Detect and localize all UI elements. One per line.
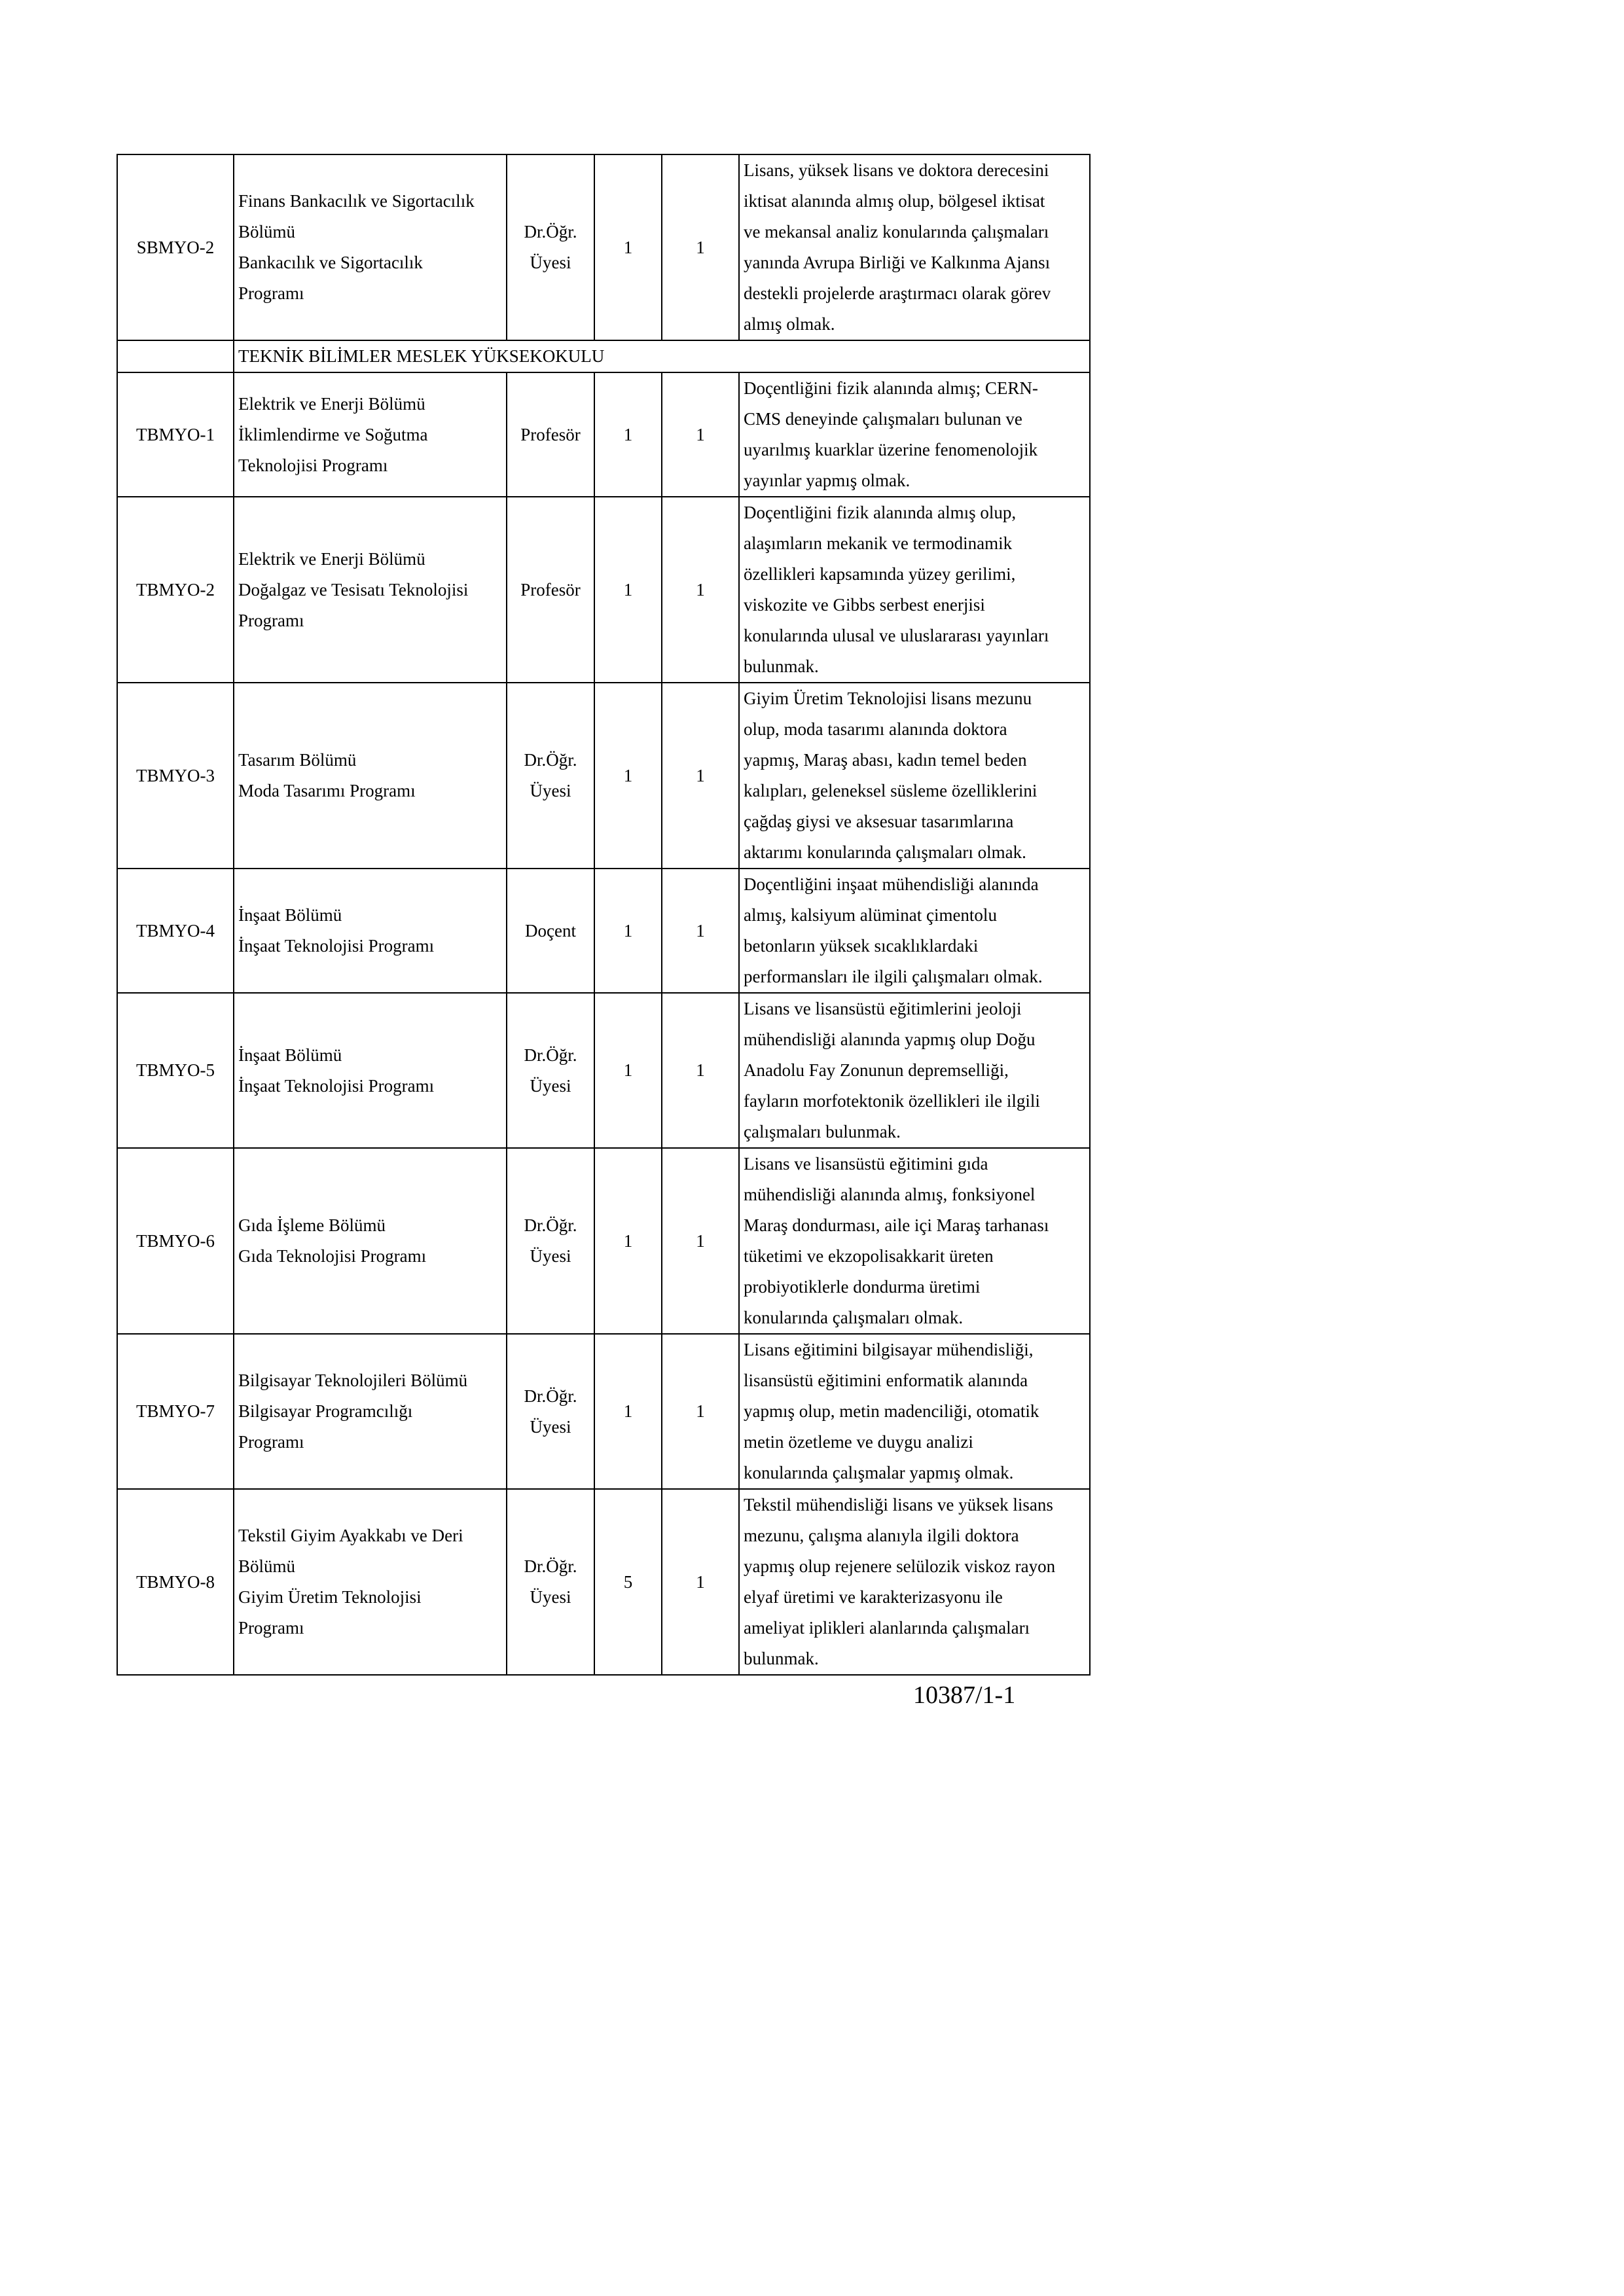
requirements-line: aktarımı konularında çalışmaları olmak. xyxy=(744,842,1026,862)
count-2: 1 xyxy=(662,869,739,993)
academic-title xyxy=(507,683,594,869)
requirements-line: bulunmak. xyxy=(744,1649,819,1668)
unit-program xyxy=(234,1334,507,1489)
requirements-line: Maraş dondurması, aile içi Maraş tarhanası xyxy=(744,1215,1049,1235)
position-code: TBMYO-5 xyxy=(117,993,234,1148)
unit-program-line: Bölümü xyxy=(238,1556,296,1576)
unit-program-line: Bilgisayar Programcılığı xyxy=(238,1401,413,1421)
requirements-line: konularında çalışmaları olmak. xyxy=(744,1308,964,1327)
unit-program-line: Giyim Üretim Teknolojisi xyxy=(238,1587,422,1607)
unit-program-line: Bilgisayar Teknolojileri Bölümü xyxy=(238,1371,468,1390)
academic-title-line: Üyesi xyxy=(530,781,571,800)
requirements-line: çağdaş giysi ve aksesuar tasarımlarına xyxy=(744,812,1014,831)
requirements-line: Lisans, yüksek lisans ve doktora derecesini xyxy=(744,160,1049,180)
unit-program-line: İklimlendirme ve Soğutma xyxy=(238,424,428,444)
unit-program xyxy=(234,497,507,683)
academic-title-line: Dr.Öğr. xyxy=(524,750,577,770)
academic-title-line: Üyesi xyxy=(530,1246,571,1266)
requirements-line: Doçentliğini fizik alanında almış olup, xyxy=(744,503,1017,522)
requirements-line: yayınlar yapmış olmak. xyxy=(744,471,911,490)
requirements-line: mühendisliği alanında yapmış olup Doğu xyxy=(744,1030,1036,1049)
requirements-line: yapmış olup rejenere selülozik viskoz rayon xyxy=(744,1556,1056,1576)
requirements-line: alaşımların mekanik ve termodinamik xyxy=(744,533,1013,553)
academic-title-line: Üyesi xyxy=(530,253,571,272)
position-code: TBMYO-3 xyxy=(117,683,234,869)
requirements-line: bulunmak. xyxy=(744,656,819,676)
position-code: TBMYO-1 xyxy=(117,372,234,497)
requirements-line: destekli projelerde araştırmacı olarak görev xyxy=(744,283,1051,303)
section-label: TEKNİK BİLİMLER MESLEK YÜKSEKOKULU xyxy=(234,340,1090,372)
requirements xyxy=(739,497,1090,683)
requirements-line: elyaf üretimi ve karakterizasyonu ile xyxy=(744,1587,1003,1607)
requirements-line: yapmış, Maraş abası, kadın temel beden xyxy=(744,750,1027,770)
count-2: 1 xyxy=(662,497,739,683)
academic-title xyxy=(507,1334,594,1489)
requirements-line: Tekstil mühendisliği lisans ve yüksek lisans xyxy=(744,1495,1053,1515)
unit-program-line: Doğalgaz ve Tesisatı Teknolojisi xyxy=(238,579,469,600)
count-2: 1 xyxy=(662,683,739,869)
position-code: TBMYO-6 xyxy=(117,1148,234,1334)
position-code: TBMYO-8 xyxy=(117,1489,234,1675)
academic-title xyxy=(507,154,594,340)
unit-program-line: Bölümü xyxy=(238,222,296,242)
academic-title-line: Üyesi xyxy=(530,1416,571,1437)
academic-title-line: Profesör xyxy=(520,424,581,444)
unit-program xyxy=(234,372,507,497)
unit-program-line: Teknolojisi Programı xyxy=(238,455,388,475)
requirements-line: fayların morfotektonik özellikleri ile ilgili xyxy=(744,1091,1040,1111)
position-code: TBMYO-7 xyxy=(117,1334,234,1489)
requirements-line: konularında çalışmalar yapmış olmak. xyxy=(744,1463,1014,1482)
academic-title-line: Profesör xyxy=(520,579,581,600)
unit-program-line: Programı xyxy=(238,1618,304,1638)
unit-program-line: Finans Bankacılık ve Sigortacılık xyxy=(238,191,475,211)
table-row xyxy=(117,1489,1090,1675)
table-row xyxy=(117,869,1090,993)
academic-title xyxy=(507,993,594,1148)
unit-program-line: Programı xyxy=(238,610,304,630)
unit-program-line: İnşaat Bölümü xyxy=(238,1045,342,1065)
position-code: SBMYO-2 xyxy=(117,154,234,340)
unit-program-line: Tekstil Giyim Ayakkabı ve Deri xyxy=(238,1526,463,1545)
requirements-line: metin özetleme ve duygu analizi xyxy=(744,1432,973,1452)
unit-program xyxy=(234,993,507,1148)
academic-title xyxy=(507,869,594,993)
unit-program-line: Gıda Teknolojisi Programı xyxy=(238,1246,427,1266)
requirements-line: olup, moda tasarımı alanında doktora xyxy=(744,719,1007,739)
unit-program xyxy=(234,154,507,340)
unit-program-line: İnşaat Teknolojisi Programı xyxy=(238,936,435,956)
requirements xyxy=(739,683,1090,869)
unit-program-line: Programı xyxy=(238,283,304,303)
academic-title-line: Dr.Öğr. xyxy=(524,1045,577,1065)
academic-title-line: Dr.Öğr. xyxy=(524,1215,577,1235)
requirements-line: yapmış olup, metin madenciliği, otomatik xyxy=(744,1401,1039,1421)
requirements-line: Doçentliğini inşaat mühendisliği alanında xyxy=(744,874,1039,894)
page-number: 10387/1-1 xyxy=(913,1681,1016,1709)
count-1: 1 xyxy=(594,154,662,340)
academic-title xyxy=(507,372,594,497)
position-code: TBMYO-4 xyxy=(117,869,234,993)
requirements-line: iktisat alanında almış olup, bölgesel iktisat xyxy=(744,191,1045,211)
requirements-line: Giyim Üretim Teknolojisi lisans mezunu xyxy=(744,689,1032,708)
table-row xyxy=(117,372,1090,497)
count-1: 1 xyxy=(594,869,662,993)
table-row xyxy=(117,1334,1090,1489)
requirements-line: ve mekansal analiz konularında çalışmaları xyxy=(744,222,1049,242)
count-1: 5 xyxy=(594,1489,662,1675)
table-row xyxy=(117,683,1090,869)
count-1: 1 xyxy=(594,993,662,1148)
count-2: 1 xyxy=(662,1489,739,1675)
unit-program-line: Programı xyxy=(238,1432,304,1452)
unit-program-line: Moda Tasarımı Programı xyxy=(238,781,416,800)
academic-title-line: Dr.Öğr. xyxy=(524,1556,577,1576)
requirements-line: özellikleri kapsamında yüzey gerilimi, xyxy=(744,564,1016,584)
table-body xyxy=(117,154,1090,1675)
table-row xyxy=(117,154,1090,340)
count-1: 1 xyxy=(594,497,662,683)
unit-program-line: İnşaat Bölümü xyxy=(238,905,342,925)
requirements xyxy=(739,1489,1090,1675)
unit-program-line: İnşaat Teknolojisi Programı xyxy=(238,1075,435,1096)
section-spacer-cell xyxy=(117,340,234,372)
requirements xyxy=(739,154,1090,340)
requirements-line: mezunu, çalışma alanıyla ilgili doktora xyxy=(744,1526,1019,1545)
unit-program xyxy=(234,1489,507,1675)
unit-program-line: Bankacılık ve Sigortacılık xyxy=(238,253,423,272)
table-row xyxy=(117,1148,1090,1334)
count-2: 1 xyxy=(662,1148,739,1334)
requirements-line: Lisans eğitimini bilgisayar mühendisliği, xyxy=(744,1340,1034,1359)
academic-title-line: Üyesi xyxy=(530,1075,571,1096)
requirements-line: yanında Avrupa Birliği ve Kalkınma Ajansı xyxy=(744,253,1051,272)
count-2: 1 xyxy=(662,993,739,1148)
requirements xyxy=(739,372,1090,497)
count-1: 1 xyxy=(594,372,662,497)
unit-program xyxy=(234,869,507,993)
requirements-line: kalıpları, geleneksel süsleme özelliklerini xyxy=(744,781,1038,800)
count-1: 1 xyxy=(594,683,662,869)
count-1: 1 xyxy=(594,1148,662,1334)
unit-program-line: Gıda İşleme Bölümü xyxy=(238,1215,386,1235)
requirements-line: lisansüstü eğitimini enformatik alanında xyxy=(744,1371,1028,1390)
requirements-line: Lisans ve lisansüstü eğitimlerini jeoloji xyxy=(744,999,1022,1018)
section-header-row xyxy=(117,340,1090,372)
requirements-line: probiyotiklerle dondurma üretimi xyxy=(744,1277,981,1297)
unit-program xyxy=(234,683,507,869)
count-1: 1 xyxy=(594,1334,662,1489)
requirements-line: ameliyat iplikleri alanlarında çalışmaları xyxy=(744,1618,1030,1638)
academic-title xyxy=(507,1489,594,1675)
academic-title-line: Doçent xyxy=(525,920,576,941)
count-2: 1 xyxy=(662,154,739,340)
count-2: 1 xyxy=(662,1334,739,1489)
requirements-line: almış, kalsiyum alüminat çimentolu xyxy=(744,905,997,925)
requirements-line: performansları ile ilgili çalışmaları olmak. xyxy=(744,967,1043,986)
requirements-line: CMS deneyinde çalışmaları bulunan ve xyxy=(744,409,1022,429)
requirements-line: uyarılmış kuarklar üzerine fenomenolojik xyxy=(744,440,1038,459)
requirements-line: tüketimi ve ekzopolisakkarit üreten xyxy=(744,1246,994,1266)
position-code: TBMYO-2 xyxy=(117,497,234,683)
requirements-line: mühendisliği alanında almış, fonksiyonel xyxy=(744,1185,1036,1204)
unit-program-line: Tasarım Bölümü xyxy=(238,750,357,770)
academic-title-line: Dr.Öğr. xyxy=(524,1386,577,1406)
count-2: 1 xyxy=(662,372,739,497)
academic-title xyxy=(507,497,594,683)
requirements-line: konularında ulusal ve uluslararası yayınları xyxy=(744,626,1049,645)
table-row xyxy=(117,993,1090,1148)
requirements-line: Doçentliğini fizik alanında almış; CERN- xyxy=(744,378,1038,398)
requirements xyxy=(739,1334,1090,1489)
requirements xyxy=(739,993,1090,1148)
requirements-line: çalışmaları bulunmak. xyxy=(744,1122,901,1141)
requirements xyxy=(739,869,1090,993)
requirements-line: Anadolu Fay Zonunun depremselliği, xyxy=(744,1060,1009,1080)
table-row xyxy=(117,497,1090,683)
positions-table xyxy=(117,154,1091,1676)
requirements-line: almış olmak. xyxy=(744,314,835,334)
academic-title-line: Üyesi xyxy=(530,1587,571,1607)
requirements xyxy=(739,1148,1090,1334)
requirements-line: Lisans ve lisansüstü eğitimini gıda xyxy=(744,1154,988,1174)
requirements-line: viskozite ve Gibbs serbest enerjisi xyxy=(744,595,985,615)
requirements-line: betonların yüksek sıcaklıklardaki xyxy=(744,936,979,956)
unit-program-line: Elektrik ve Enerji Bölümü xyxy=(238,393,425,414)
academic-title xyxy=(507,1148,594,1334)
unit-program xyxy=(234,1148,507,1334)
academic-title-line: Dr.Öğr. xyxy=(524,222,577,242)
unit-program-line: Elektrik ve Enerji Bölümü xyxy=(238,548,425,569)
